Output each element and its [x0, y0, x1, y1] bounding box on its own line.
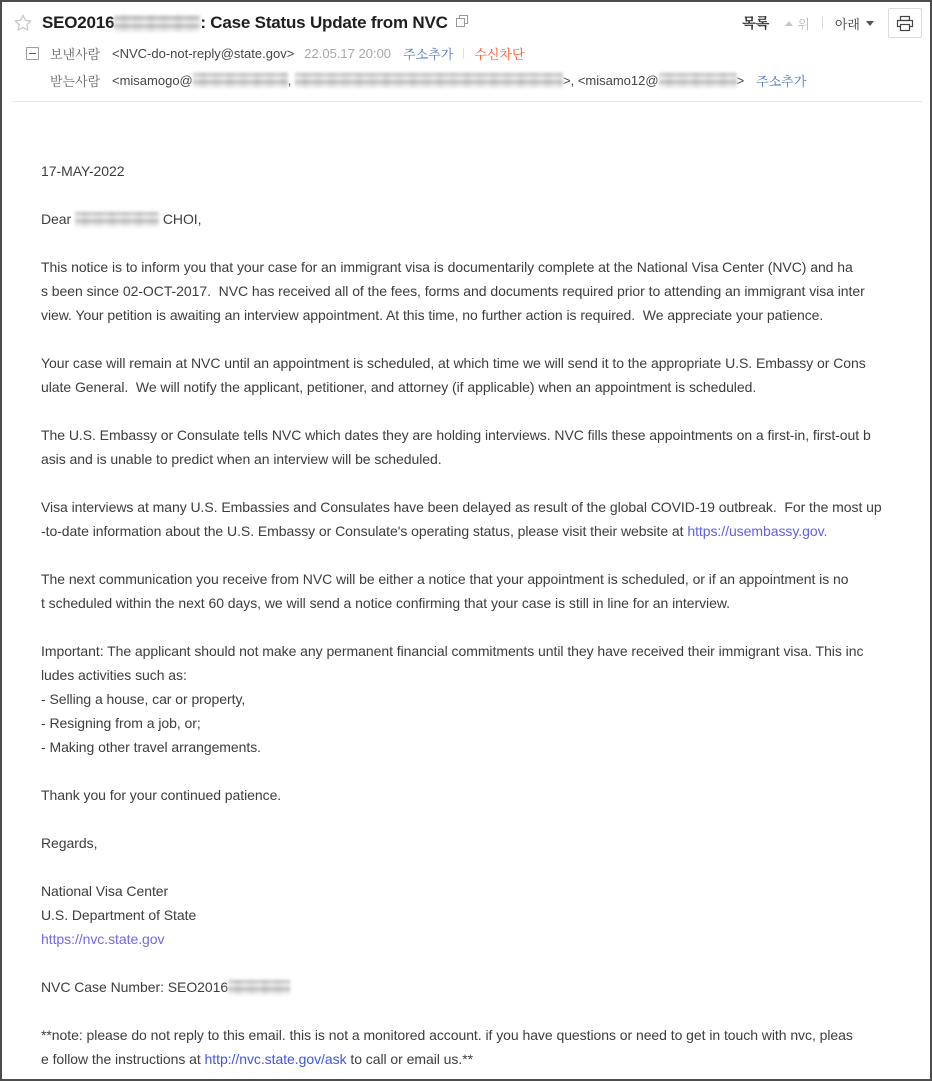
email-body: [2, 102, 930, 1081]
body-text: view. Your petition is awaiting an interview appointment. At this time, no further action is required. We appreciate your patience.: [41, 307, 824, 323]
body-line: [41, 735, 920, 759]
recipient-email-text: ,: [287, 72, 295, 88]
body-paragraph: [41, 1023, 920, 1071]
star-favorite-icon[interactable]: [12, 12, 34, 34]
body-text: U.S. Department of State: [41, 907, 197, 923]
body-text: Dear: [41, 211, 75, 227]
chevron-down-icon: [866, 21, 874, 26]
body-paragraph: [41, 567, 920, 615]
body-text: to call or email us.**: [346, 1051, 473, 1067]
subject-row: [12, 8, 922, 38]
body-text: National Visa Center: [41, 883, 169, 899]
subject-prefix: SEO2016: [42, 13, 115, 32]
body-text: Thank you for your continued patience.: [41, 787, 282, 803]
body-text: CHOI,: [159, 211, 202, 227]
redacted-blur: [193, 73, 288, 88]
body-text: NVC Case Number: SEO2016: [41, 979, 229, 995]
sender-label: 보낸사람: [50, 46, 101, 62]
arrow-up-icon: [785, 21, 793, 26]
body-line: [41, 375, 920, 399]
redacted-blur: [114, 15, 200, 32]
recipient-email-text: >, <misamo12@: [563, 72, 659, 88]
mail-meta: [12, 41, 922, 92]
body-text: e follow the instructions at: [41, 1051, 205, 1067]
hyperlink[interactable]: https://usembassy.gov.: [687, 523, 828, 539]
body-line: [41, 879, 920, 903]
body-text: This notice is to inform you that your case for an immigrant visa is documentarily complete at the National Visa Center (NVC) and ha: [41, 259, 853, 275]
body-line: [41, 831, 920, 855]
body-line: [41, 303, 920, 327]
redacted-blur: [295, 73, 563, 88]
mail-header: [2, 2, 930, 102]
body-text: t scheduled within the next 60 days, we will send a notice confirming that your case is still in line for an interview.: [41, 595, 730, 611]
meta-divider: [463, 48, 464, 59]
body-text: Your case will remain at NVC until an appointment is scheduled, at which time we will send it to the appropriate U.S. Embassy or Cons: [41, 355, 866, 371]
body-paragraph: [41, 639, 920, 759]
body-line: [41, 663, 920, 687]
body-text: ludes activities such as:: [41, 667, 187, 683]
body-text: -to-date information about the U.S. Embassy or Consulate's operating status, please visit their website at: [41, 523, 688, 539]
body-line: [41, 639, 920, 663]
next-mail-label: 아래: [834, 16, 860, 32]
next-mail-button[interactable]: [835, 14, 874, 33]
body-line: [41, 1047, 920, 1071]
body-line: [41, 279, 920, 303]
body-line: [41, 783, 920, 807]
body-text: s been since 02-OCT-2017. NVC has received all of the fees, forms and documents required prior to attending an immigrant visa inter: [41, 283, 865, 299]
body-paragraph: [41, 879, 920, 951]
body-paragraph: [41, 975, 920, 999]
body-text: The next communication you receive from NVC will be either a notice that your appointment is scheduled, or if an appointment is no: [41, 571, 849, 587]
hyperlink[interactable]: https://nvc.state.gov: [41, 931, 165, 947]
body-line: [41, 1023, 920, 1047]
body-paragraph: [41, 255, 920, 327]
body-text: - Resigning from a job, or;: [41, 715, 201, 731]
redacted-blur: [228, 980, 290, 995]
recipient-email-text: <misamogo@: [112, 72, 193, 88]
body-line: [41, 423, 920, 447]
body-text: **note: please do not reply to this email. this is not a monitored account. if you have questions or need to get in touch with nvc, pleas: [41, 1027, 853, 1043]
body-line: [41, 447, 920, 471]
body-line: [41, 687, 920, 711]
body-line: [41, 927, 920, 951]
body-line: [41, 495, 920, 519]
previous-mail-button[interactable]: [785, 14, 810, 33]
body-text: asis and is unable to predict when an interview will be scheduled.: [41, 451, 442, 467]
body-text: ulate General. We will notify the applicant, petitioner, and attorney (if applicable) when an appointment is scheduled.: [41, 379, 757, 395]
hyperlink[interactable]: http://nvc.state.gov/ask: [204, 1051, 347, 1067]
body-paragraph: [41, 351, 920, 399]
collapse-toggle-icon[interactable]: [26, 47, 39, 60]
header-toolbar: [742, 8, 922, 38]
body-paragraph: [41, 495, 920, 543]
body-paragraph: [41, 159, 920, 183]
body-text: Important: The applicant should not make any permanent financial commitments until they have received their immigrant visa. This inc: [41, 643, 864, 659]
body-text: 17-MAY-2022: [41, 163, 125, 179]
body-text: Regards,: [41, 835, 98, 851]
body-line: [41, 207, 920, 231]
add-address-link[interactable]: 주소추가: [756, 73, 807, 89]
body-line: [41, 567, 920, 591]
body-paragraph: [41, 207, 920, 231]
body-line: [41, 351, 920, 375]
body-line: [41, 255, 920, 279]
toolbar-divider: [822, 17, 823, 29]
print-button[interactable]: [888, 8, 922, 38]
body-paragraph: [41, 783, 920, 807]
body-line: [41, 711, 920, 735]
recipient-row: [26, 68, 922, 92]
subject-suffix: : Case Status Update from NVC: [200, 13, 448, 32]
body-line: [41, 975, 920, 999]
body-line: [41, 903, 920, 927]
recipient-email-text: >: [736, 72, 745, 88]
body-paragraph: [41, 423, 920, 471]
copy-subject-icon[interactable]: [456, 15, 468, 27]
sender-email: <NVC-do-not-reply@state.gov>: [112, 45, 295, 61]
body-text: The U.S. Embassy or Consulate tells NVC which dates they are holding interviews. NVC fills these appointments on a first-in, first-out b: [41, 427, 871, 443]
body-text: - Making other travel arrangements.: [41, 739, 262, 755]
body-paragraph: [41, 831, 920, 855]
printer-icon: [896, 15, 914, 32]
redacted-blur: [75, 212, 159, 227]
body-line: [41, 519, 920, 543]
add-address-link[interactable]: 주소추가: [403, 46, 454, 62]
list-button[interactable]: 목록: [742, 15, 770, 31]
recipient-label: 받는사람: [50, 73, 101, 89]
redacted-blur: [659, 73, 737, 88]
block-sender-link[interactable]: 수신차단: [474, 46, 525, 62]
body-text: - Selling a house, car or property,: [41, 691, 246, 707]
body-line: [41, 159, 920, 183]
body-text: Visa interviews at many U.S. Embassies and Consulates have been delayed as result of the global COVID-19 outbreak. For the most up: [41, 499, 882, 515]
sender-row: [26, 41, 922, 65]
sent-datetime: 22.05.17 20:00: [304, 45, 392, 61]
recipient-emails: [112, 73, 744, 88]
subject-line: [42, 13, 468, 33]
body-line: [41, 591, 920, 615]
previous-mail-label: 위: [797, 16, 810, 32]
